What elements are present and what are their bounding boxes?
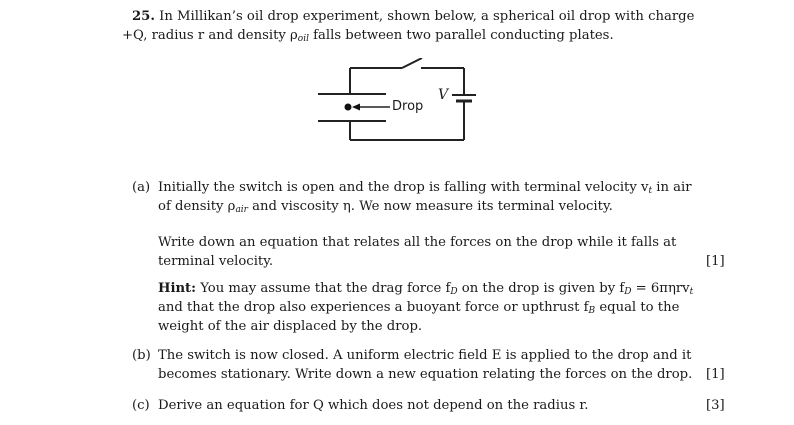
part-b-line2: becomes stationary. Write down a new equation relating the forces on the drop. [158,367,693,382]
oil-drop [345,104,352,111]
part-b-mark: [1] [706,367,725,382]
part-a-instruction-line2: terminal velocity. [158,254,274,269]
part-c-line1: Derive an equation for Q which does not depend on the radius r. [158,398,589,413]
part-a-line2: of density $\rho_{air}$ and viscosity η. We now measure its terminal velocity. [158,199,613,215]
hint-label: Hint: [158,281,197,296]
hint-line1: Hint: You may assume that the drag force $f_D$ on the drop is given by $f_D = 6\pi\eta rv_t$ [158,281,694,297]
part-b-label: (b) [132,348,151,363]
drop-arrow-head [352,104,360,111]
question-intro-text1: In Millikan’s oil drop experiment, shown below, a spherical oil drop with charge [159,9,695,24]
switch-blade [402,58,422,68]
drop-label: Drop [392,99,424,114]
hint-line3: weight of the air displaced by the drop. [158,319,423,334]
voltage-label: V [438,87,449,103]
part-a-instruction-line1: Write down an equation that relates all the forces on the drop while it falls at [158,235,677,250]
hint-line2: and that the drop also experiences a buoyant force or upthrust $f_B$ equal to the [158,300,680,316]
question-number: 25. [132,9,155,24]
part-c-mark: [3] [706,398,725,413]
question-intro-line1 [132,8,694,26]
part-c-label: (c) [132,398,150,413]
part-b-line1: The switch is now closed. A uniform electric field E is applied to the drop and it [158,348,692,363]
part-a-label: (a) [132,180,151,195]
question-intro-line2: +Q, radius r and density $\rho_{oil}$ falls between two parallel conducting plates. [122,28,614,44]
part-a-mark: [1] [706,254,725,269]
part-a-line1: Initially the switch is open and the drop is falling with terminal velocity $v_t$ in air [158,180,692,196]
